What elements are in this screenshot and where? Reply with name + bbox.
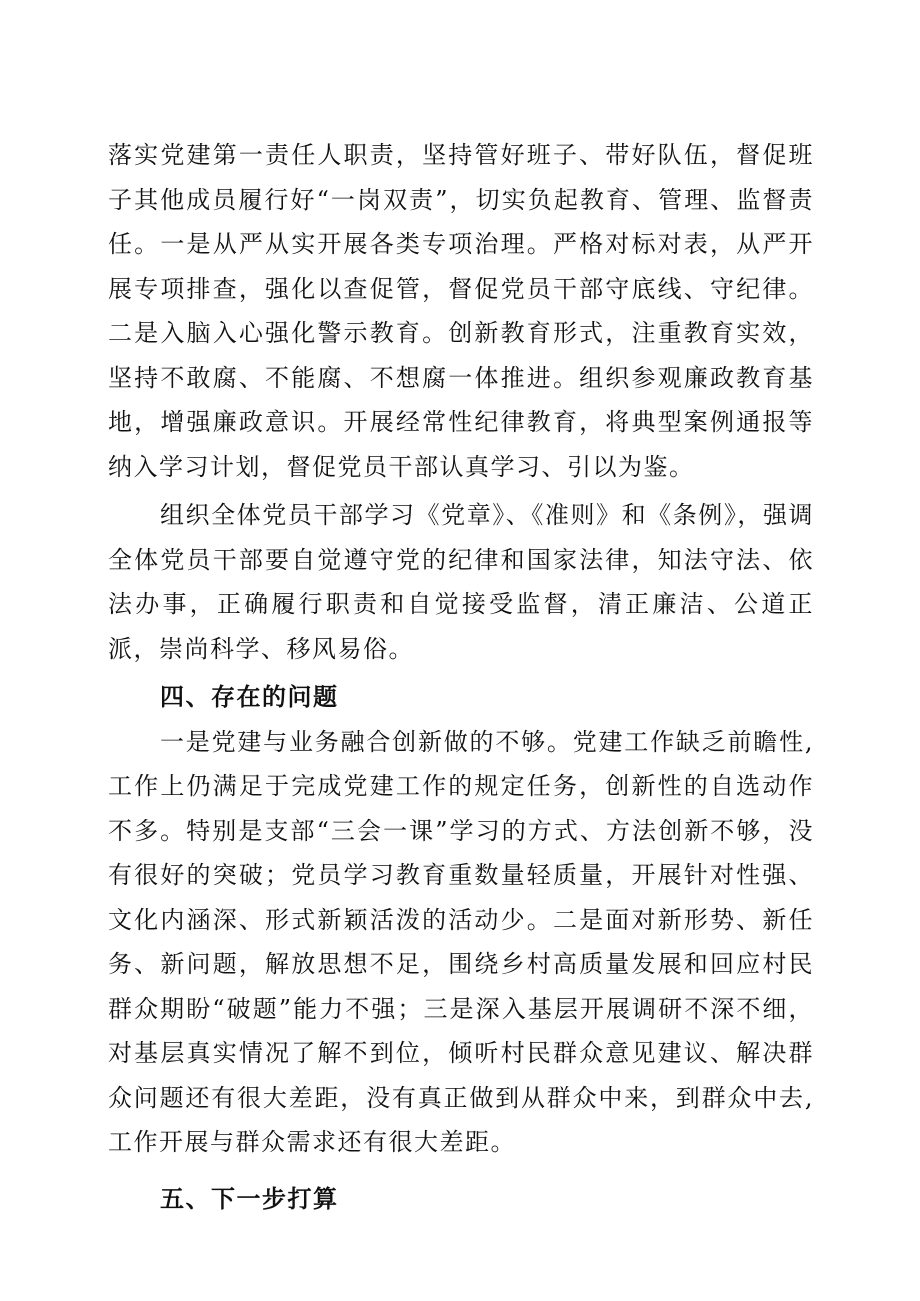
spacer: [108, 1165, 814, 1177]
document-body: [108, 133, 814, 1221]
section-heading-problems: 四、存在的问题: [160, 683, 339, 711]
paragraph-problems: 一是党建与业务融合创新做的不够。党建工作缺乏前瞻性,工作上仍满足于完成党建工作的规定任务，创新性的自选动作不多。特别是支部“三会一课”学习的方式、方法创新不够，没有很好的突破；党员学习教育重数量轻质量，开展针对性强、文化内涵深、形式新颖活泼的活动少。二是面对新形势、新任务、新问题，解放思想不足，围绕乡村高质量发展和回应村民群众期盼“破题”能力不强；三是深入基层开展调研不深不细，对基层真实情况了解不到位，倾听村民群众意见建议、解决群众问题还有很大差距，没有真正做到从群众中来，到群众中去,工作开展与群众需求还有很大差距。: [108, 727, 814, 1156]
paragraph-responsibility: 落实党建第一责任人职责，坚持管好班子、带好队伍，督促班子其他成员履行好“一岗双责”，切实负起教育、管理、监督责任。一是从严从实开展各类专项治理。严格对标对表，从严开展专项排查，强化以查促管，督促党员干部守底线、守纪律。二是入脑入心强化警示教育。创新教育形式，注重教育实效，坚持不敢腐、不能腐、不想腐一体推进。组织参观廉政教育基地，增强廉政意识。开展经常性纪律教育，将典型案例通报等纳入学习计划，督促党员干部认真学习、引以为鉴。: [108, 141, 814, 481]
section-heading-next-steps: 五、下一步打算: [160, 1184, 339, 1213]
paragraph-study: 组织全体党员干部学习《党章》、《准则》和《条例》，强调全体党员干部要自觉遵守党的纪律和国家法律，知法守法、依法办事，正确履行职责和自觉接受监督，清正廉洁、公道正派，崇尚科学、移风易俗。: [108, 501, 814, 663]
